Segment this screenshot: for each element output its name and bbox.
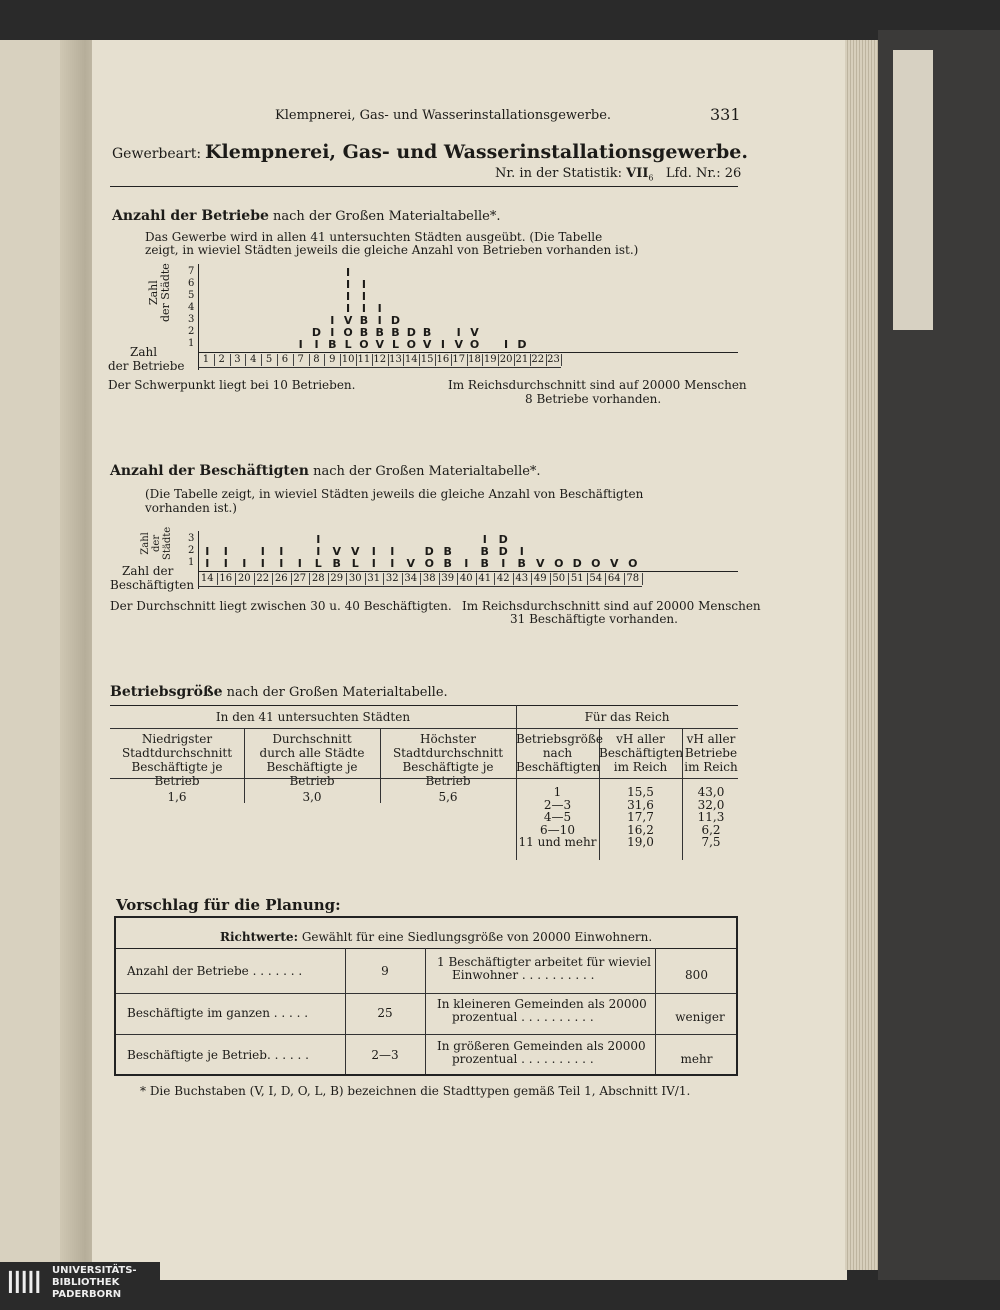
- chart-mark-letter: D: [572, 557, 582, 570]
- x-tick-label: 21: [515, 354, 529, 365]
- td-niedrigster: 1,6: [167, 790, 187, 804]
- chart-mark-letter: V: [332, 545, 341, 558]
- chart-mark-letter: B: [359, 326, 369, 339]
- section1-note-right-2: 8 Betriebe vorhanden.: [525, 392, 662, 406]
- chart-mark-letter: I: [504, 338, 509, 351]
- th2-l1: Durchschnitt: [272, 732, 352, 746]
- chart-mark-letter: I: [377, 314, 382, 327]
- x-tick-label: 54: [589, 573, 603, 584]
- td-vh-betriebe: 11,3: [697, 810, 725, 824]
- chart-mark-letter: B: [359, 314, 369, 327]
- y-tick-label: 6: [188, 278, 195, 289]
- chart-mark-letter: I: [361, 278, 366, 291]
- th1-l3: Beschäftigte je Betrieb: [131, 760, 223, 788]
- x-tick-label: 38: [422, 573, 436, 584]
- chart-mark-letter: I: [346, 278, 351, 291]
- chart-mark-letter: I: [260, 557, 265, 570]
- td-vh-beschaeftigte: 15,5: [627, 785, 654, 799]
- x-axis-line: [198, 352, 738, 353]
- chart-mark-letter: D: [390, 314, 401, 327]
- x-tick-label: 34: [404, 573, 418, 584]
- section2-title-rest: nach der Großen Materialtabelle*.: [313, 464, 541, 479]
- x-tick-label: 50: [552, 573, 566, 584]
- x-tick-label: 43: [515, 573, 529, 584]
- y-tick-label: 3: [188, 314, 195, 325]
- chart-mark-letter: V: [343, 314, 353, 327]
- chart2-xlabel-2: Beschäftigten: [110, 578, 195, 592]
- chart-mark-letter: O: [359, 338, 369, 351]
- table-header-rule: [110, 728, 738, 729]
- page-number: 331: [710, 105, 741, 124]
- th4-l2: nach: [542, 746, 573, 760]
- section2-title-bold: Anzahl der Beschäftigten: [110, 463, 309, 479]
- x-axis-line: [198, 571, 738, 572]
- x-tick-label: 8: [313, 354, 320, 365]
- heading-rule: [110, 186, 738, 187]
- section2-intro-2: vorhanden ist.): [145, 501, 237, 515]
- cover-strip: [893, 50, 933, 330]
- library-logo-mark: IIIII: [6, 1266, 41, 1301]
- chart-mark-letter: V: [350, 545, 360, 558]
- x-tick-label: 49: [533, 573, 547, 584]
- y-tick-label: 2: [188, 545, 195, 556]
- th-niedrigster: [110, 732, 244, 788]
- th6-l2: Betriebe: [684, 746, 738, 760]
- x-tick-label: 1: [202, 354, 210, 365]
- x-tick-label: 20: [499, 354, 513, 365]
- th3-l2: Stadtdurchschnitt: [392, 746, 504, 760]
- r2-result: weniger: [675, 1010, 725, 1024]
- r1-value: 9: [381, 964, 389, 978]
- x-tick-label: 23: [547, 354, 560, 365]
- chart-mark-letter: O: [628, 557, 638, 570]
- x-tick-label: 40: [459, 573, 473, 584]
- logo-line-1: UNIVERSITÄTS-: [52, 1265, 137, 1276]
- x-tick-label: 14: [200, 573, 214, 584]
- r2-label: Beschäftigte im ganzen . . . . .: [127, 1006, 309, 1020]
- chart-mark-letter: I: [371, 545, 376, 558]
- stat-nr-sub: 6: [648, 173, 654, 183]
- chart-mark-letter: I: [519, 545, 524, 558]
- y-tick-label: 1: [188, 338, 195, 349]
- chart-mark-letter: I: [390, 557, 395, 570]
- chart-mark-letter: V: [406, 557, 415, 570]
- box-divider-2: [425, 948, 426, 1074]
- chart-mark-letter: I: [205, 557, 210, 570]
- chart-mark-letter: I: [346, 290, 351, 303]
- chart-mark-letter: L: [344, 338, 352, 351]
- section2-note-left: Der Durchschnitt liegt zwischen 30 u. 40 Beschäftigten.: [110, 599, 452, 613]
- chart-mark-letter: I: [223, 545, 228, 558]
- chart1-xlabel-1: Zahl: [130, 345, 158, 359]
- x-tick-label: 3: [234, 354, 241, 365]
- x-tick-label: 12: [373, 354, 387, 365]
- td-betriebsgroesse: 11 und mehr: [518, 835, 597, 849]
- chart-mark-letter: B: [443, 557, 452, 570]
- r1-result: 800: [685, 968, 708, 982]
- th3-l1: Höchster: [420, 732, 476, 746]
- chart-mark-letter: O: [591, 557, 601, 570]
- chart-mark-letter: L: [314, 557, 322, 570]
- x-tick-label: 6: [281, 354, 289, 365]
- th-durchschnitt: [244, 732, 380, 788]
- x-tick-label: 51: [570, 573, 584, 584]
- chart-mark-letter: L: [351, 557, 359, 570]
- th6-l1: vH aller: [686, 732, 736, 746]
- td-vh-betriebe: 7,5: [701, 835, 721, 849]
- th-vh-betriebe: [682, 732, 740, 774]
- table-body-rule: [110, 778, 738, 779]
- chart-mark-letter: I: [501, 557, 506, 570]
- chart-mark-letter: I: [279, 557, 284, 570]
- r2-desc-1: In kleineren Gemeinden als 20000: [437, 997, 647, 1011]
- section2-intro-1: (Die Tabelle zeigt, in wieviel Städten jeweils die gleiche Anzahl von Beschäftigten: [145, 487, 644, 501]
- x-tick-label: 16: [436, 354, 450, 365]
- x-tick-label: 41: [478, 573, 492, 584]
- lfd-nr: 26: [724, 166, 742, 181]
- chart-mark-letter: B: [443, 545, 452, 558]
- lfd-label: Lfd. Nr.:: [665, 166, 721, 181]
- chart-mark-letter: B: [517, 557, 526, 570]
- x-tick-label: 42: [496, 573, 510, 584]
- chart-mark-letter: I: [279, 545, 284, 558]
- page-title: Klempnerei, Gas- und Wasserinstallationsgewerbe.: [205, 141, 748, 163]
- y-tick-label: 2: [188, 326, 195, 337]
- r1-label: Anzahl der Betriebe . . . . . . .: [127, 964, 303, 978]
- x-tick-divider: [642, 573, 643, 585]
- y-tick-label: 5: [188, 290, 195, 301]
- box-row-rule-1: [116, 993, 736, 994]
- section3-title-bold: Betriebsgröße: [110, 684, 223, 700]
- chart-mark-letter: I: [371, 557, 376, 570]
- td-durchschnitt: 3,0: [302, 790, 322, 804]
- y-tick-label: 7: [188, 266, 195, 277]
- r3-value: 2—3: [371, 1048, 399, 1062]
- chart-mark-letter: B: [375, 326, 384, 339]
- x-tick-label: 32: [385, 573, 399, 584]
- chart-mark-letter: I: [346, 266, 351, 279]
- th5-l1: vH aller: [616, 732, 665, 746]
- richtwerte-title-bold: Richtwerte:: [220, 930, 298, 944]
- td-betriebsgroesse: 6—10: [540, 822, 575, 837]
- x-tick-label: 19: [483, 354, 497, 365]
- chart-mark-letter: D: [517, 338, 527, 351]
- stat-nr: VII: [626, 166, 649, 181]
- section1-note-left: Der Schwerpunkt liegt bei 10 Betrieben.: [108, 378, 356, 392]
- footnote: * Die Buchstaben (V, I, D, O, L, B) bezeichnen die Stadttypen gemäß Teil 1, Abschnitt IV/1.: [140, 1084, 691, 1098]
- x-tick-label: 29: [330, 573, 344, 584]
- x-tick-label: 18: [468, 354, 481, 365]
- r3-desc-2: prozentual . . . . . . . . . .: [452, 1052, 594, 1066]
- stat-nr-label: Nr. in der Statistik:: [495, 166, 623, 181]
- chart-mark-letter: V: [470, 326, 479, 339]
- x-tick-label: 7: [297, 354, 304, 365]
- td-vh-betriebe: 43,0: [697, 785, 725, 799]
- r3-label: Beschäftigte je Betrieb. . . . . .: [127, 1048, 309, 1062]
- chart-mark-letter: I: [440, 338, 445, 351]
- chart-mark-letter: D: [311, 326, 322, 339]
- x-tick-label: 9: [329, 354, 336, 365]
- chart-mark-letter: I: [314, 338, 319, 351]
- chart-mark-letter: I: [316, 533, 321, 546]
- chart-mark-letter: V: [609, 557, 619, 570]
- r3-desc-1: In größeren Gemeinden als 20000: [437, 1039, 646, 1053]
- box-header-rule: [116, 948, 736, 949]
- chart-mark-letter: O: [469, 338, 480, 351]
- x-tick-label: 14: [404, 354, 418, 365]
- x-tick-divider: [561, 354, 562, 366]
- r2-desc-2: prozentual . . . . . . . . . .: [452, 1010, 594, 1024]
- chart-mark-letter: I: [205, 545, 210, 558]
- td-vh-beschaeftigte: 31,6: [627, 797, 654, 812]
- section1-title: [112, 208, 501, 224]
- x-tick-label: 30: [348, 573, 362, 584]
- chart-mark-letter: I: [464, 557, 469, 570]
- x-tick-baseline: [198, 367, 561, 368]
- chart-mark-letter: I: [346, 302, 351, 315]
- chart-mark-letter: O: [424, 557, 434, 570]
- x-tick-label: 17: [452, 354, 466, 365]
- library-logo-text: [52, 1265, 137, 1301]
- book-cover: [878, 30, 1000, 1280]
- y-tick-label: 1: [188, 557, 195, 568]
- th1-l2: Stadtdurchschnitt: [121, 746, 233, 760]
- chart2-ylabel-2: der: [151, 534, 162, 552]
- th5-l2: Beschäftigten: [599, 746, 684, 760]
- chart-mark-letter: B: [480, 545, 489, 558]
- chart2-ylabel: [140, 527, 173, 560]
- chart-mark-letter: B: [391, 326, 400, 339]
- th5-l3: im Reich: [613, 760, 668, 774]
- chart1-ylabel: [148, 263, 172, 322]
- chart-mark-letter: O: [343, 326, 353, 339]
- chart1-xlabel-2: der Betriebe: [108, 359, 185, 373]
- th-hoechster: [380, 732, 516, 788]
- td-vh-betriebe: 32,0: [697, 797, 725, 812]
- chart-mark-letter: I: [316, 545, 321, 558]
- chart-mark-letter: B: [332, 557, 341, 570]
- table-group-left: In den 41 untersuchten Städten: [215, 710, 411, 724]
- chart2-ylabel-1: Zahl: [140, 532, 151, 555]
- section1-intro-1: Das Gewerbe wird in allen 41 untersuchten Städten ausgeübt. (Die Tabelle: [145, 230, 603, 244]
- chart-mark-letter: B: [328, 338, 337, 351]
- chart-mark-letter: I: [298, 338, 303, 351]
- richtwerte-title-rest: Gewählt für eine Siedlungsgröße von 20000 Einwohnern.: [301, 930, 653, 944]
- chart2-ylabel-3: Städte: [162, 526, 173, 560]
- section3-title-rest: nach der Großen Materialtabelle.: [226, 685, 448, 700]
- chart-mark-letter: I: [260, 545, 265, 558]
- table-group-right: Für das Reich: [584, 710, 670, 724]
- th2-l2: durch alle Städte: [259, 746, 365, 760]
- td-vh-beschaeftigte: 16,2: [627, 822, 654, 837]
- chart-mark-letter: I: [330, 314, 335, 327]
- section2-title: [110, 463, 541, 479]
- chart-mark-letter: B: [422, 326, 432, 339]
- x-tick-label: 10: [341, 354, 355, 365]
- td-vh-beschaeftigte: 17,7: [627, 810, 654, 824]
- y-tick-label: 3: [188, 533, 195, 544]
- section2-note-right-2: 31 Beschäftigte vorhanden.: [510, 612, 678, 626]
- chart-mark-letter: I: [361, 302, 366, 315]
- page-edges: [845, 40, 880, 1270]
- chart-mark-letter: D: [498, 533, 508, 546]
- logo-line-3: PADERBORN: [52, 1289, 122, 1300]
- td-betriebsgroesse: 1: [553, 785, 562, 799]
- section1-note-right-1: Im Reichsdurchschnitt sind auf 20000 Menschen: [448, 378, 747, 392]
- chart-mark-letter: I: [330, 326, 335, 339]
- td-vh-beschaeftigte: 19,0: [627, 835, 654, 849]
- chart-mark-letter: V: [454, 338, 463, 351]
- chart-mark-letter: O: [406, 338, 416, 351]
- x-tick-label: 31: [367, 573, 381, 584]
- stat-nr-row: [495, 166, 741, 183]
- chart-mark-letter: I: [297, 557, 302, 570]
- chart-mark-letter: V: [535, 557, 545, 570]
- x-tick-label: 15: [420, 354, 434, 365]
- section1-title-rest: nach der Großen Materialtabelle*.: [273, 209, 501, 224]
- r1-desc-1: 1 Beschäftigter arbeitet für wieviel: [437, 955, 651, 969]
- x-tick-label: 13: [389, 354, 402, 365]
- section2-note-right-1: Im Reichsdurchschnitt sind auf 20000 Menschen: [462, 599, 761, 613]
- chart-mark-letter: I: [223, 557, 228, 570]
- logo-line-2: BIBLIOTHEK: [52, 1277, 120, 1288]
- section4-title: Vorschlag für die Planung:: [116, 896, 341, 914]
- chart-mark-letter: D: [424, 545, 434, 558]
- table-top-rule: [110, 705, 738, 706]
- td-hoechster: 5,6: [438, 790, 458, 804]
- th1-l1: Niedrigster: [141, 732, 213, 746]
- x-tick-label: 2: [218, 354, 225, 365]
- th6-l3: im Reich: [684, 760, 738, 774]
- x-tick-label: 26: [274, 573, 288, 584]
- th-vh-beschaeftigte: [599, 732, 682, 774]
- td-betriebsgroesse: 2—3: [543, 797, 572, 812]
- chart-mark-letter: L: [391, 338, 399, 351]
- chart-mark-letter: I: [242, 557, 247, 570]
- x-tick-label: 78: [626, 573, 640, 584]
- x-tick-label: 22: [256, 573, 270, 584]
- chart1-ylabel-2: der Städte: [159, 263, 172, 322]
- th4-l1: Betriebsgröße: [516, 732, 604, 746]
- box-row-rule-2: [116, 1034, 736, 1035]
- richtwerte-title: [220, 930, 652, 944]
- section3-title: [110, 684, 448, 700]
- td-betriebsgroesse: 4—5: [543, 810, 572, 824]
- section1-intro-2: zeigt, in wieviel Städten jeweils die gleiche Anzahl von Betrieben vorhanden ist.): [145, 243, 639, 257]
- running-head-title: Klempnerei, Gas- und Wasserinstallationsgewerbe.: [275, 108, 612, 123]
- x-tick-label: 5: [265, 354, 273, 365]
- chart1-ylabel-1: Zahl: [147, 280, 160, 306]
- heading-label: Gewerbeart:: [112, 146, 202, 162]
- chart-mark-letter: I: [482, 533, 487, 546]
- td-vh-betriebe: 6,2: [701, 822, 721, 837]
- chart-mark-letter: D: [498, 545, 508, 558]
- chart-mark-letter: V: [422, 338, 432, 351]
- chart-mark-letter: I: [377, 302, 382, 315]
- chart-mark-letter: I: [361, 290, 366, 303]
- x-tick-label: 28: [311, 573, 325, 584]
- chart-mark-letter: I: [456, 326, 461, 339]
- chart-mark-letter: D: [406, 326, 416, 339]
- x-tick-label: 20: [237, 573, 251, 584]
- x-tick-label: 11: [357, 354, 371, 365]
- chart-mark-letter: V: [375, 338, 384, 351]
- th2-l3: Beschäftigte je Betrieb: [266, 760, 358, 788]
- th4-l3: Beschäftigten: [516, 760, 601, 774]
- chart-mark-letter: O: [554, 557, 564, 570]
- library-logo: [0, 1262, 160, 1310]
- chart2-xlabel-1: Zahl der: [122, 564, 174, 578]
- th3-l3: Beschäftigte je Betrieb: [402, 760, 494, 788]
- chart-mark-letter: B: [480, 557, 489, 570]
- x-tick-label: 16: [219, 573, 233, 584]
- x-tick-label: 39: [441, 573, 455, 584]
- r2-value: 25: [377, 1006, 393, 1020]
- r3-result: mehr: [680, 1052, 713, 1066]
- th-betriebsgroesse: [516, 732, 604, 774]
- x-tick-label: 22: [531, 354, 545, 365]
- x-tick-label: 4: [250, 354, 257, 365]
- r1-desc-2: Einwohner . . . . . . . . . .: [452, 968, 595, 982]
- section1-title-bold: Anzahl der Betriebe: [112, 208, 269, 224]
- chart-mark-letter: I: [390, 545, 395, 558]
- x-tick-label: 27: [293, 573, 307, 584]
- x-tick-label: 64: [607, 573, 621, 584]
- y-tick-label: 4: [188, 302, 195, 313]
- x-tick-baseline: [198, 586, 642, 587]
